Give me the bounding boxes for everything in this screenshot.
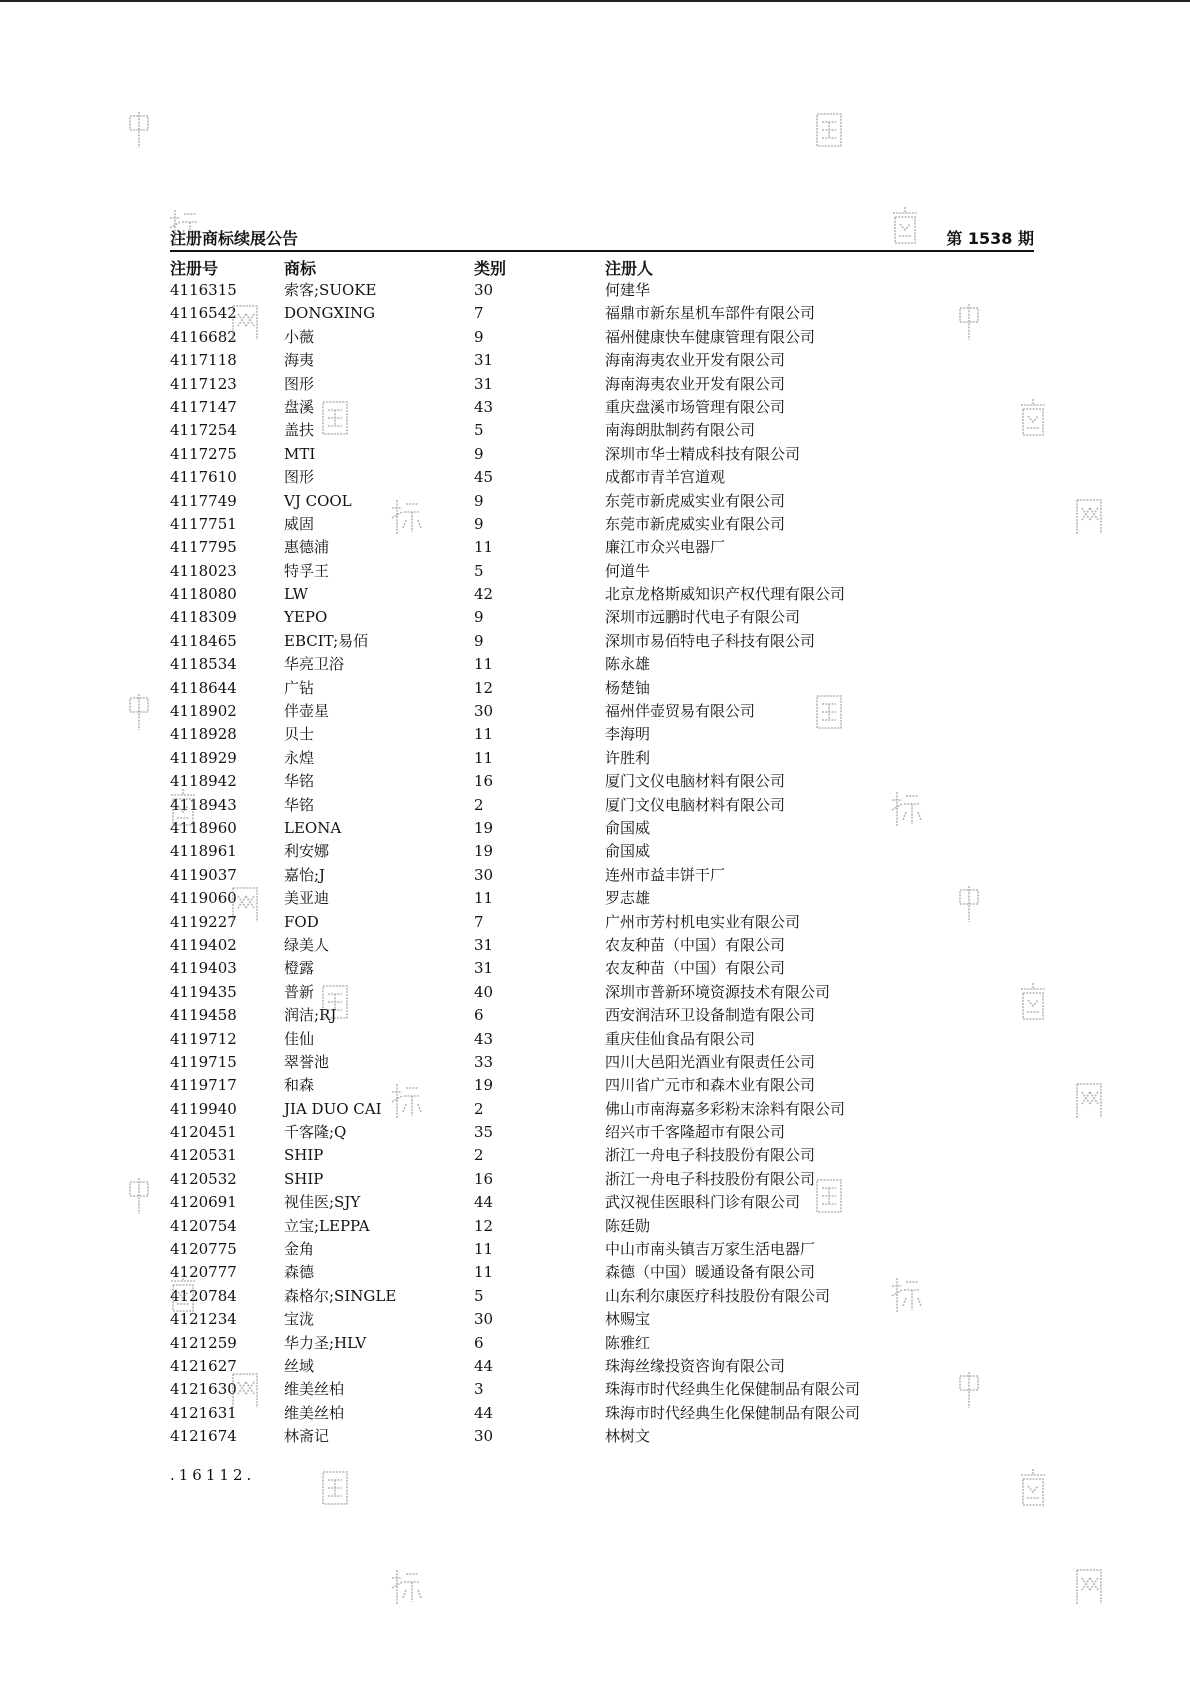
mark-cell: 林斋记 (284, 1427, 330, 1446)
mark-cell: 橙露 (284, 959, 315, 978)
class-cell: 11 (474, 1240, 494, 1259)
mark-cell: 视佳医;SJY (284, 1193, 361, 1212)
mark-cell: 翠誉池 (284, 1052, 330, 1071)
mark-cell: 华亮卫浴 (284, 655, 345, 674)
class-cell: 30 (474, 702, 494, 721)
table-row (170, 466, 1034, 489)
registrant-cell: 珠海市时代经典生化保健制品有限公司 (605, 1403, 861, 1422)
mark-cell: 润洁;RJ (284, 1006, 337, 1025)
table-row (170, 1121, 1034, 1144)
table-row (170, 1074, 1034, 1097)
class-cell: 16 (474, 1169, 494, 1188)
class-cell: 33 (474, 1052, 494, 1071)
registrant-cell: 重庆盘溪市场管理有限公司 (605, 397, 786, 416)
mark-cell: 佳仙 (284, 1029, 315, 1048)
mark-cell: 立宝;LEPPA (284, 1216, 370, 1235)
reg-no-cell: 4121234 (170, 1310, 237, 1329)
table-row (170, 1051, 1034, 1074)
reg-no-cell: 4119037 (170, 865, 237, 884)
class-cell: 9 (474, 444, 484, 463)
mark-cell: 绿美人 (284, 935, 330, 954)
class-cell: 2 (474, 1099, 484, 1118)
registrant-cell: 森德（中国）暖通设备有限公司 (605, 1263, 816, 1282)
registrant-cell: 林树文 (605, 1427, 651, 1446)
mark-cell: 盘溪 (284, 397, 315, 416)
mark-cell: 盖扶 (284, 421, 315, 440)
table-row (170, 302, 1034, 325)
registrant-cell: 福州健康快车健康管理有限公司 (605, 327, 816, 346)
class-cell: 11 (474, 725, 494, 744)
table-row (170, 1004, 1034, 1027)
class-cell: 5 (474, 421, 484, 440)
table-row (170, 1238, 1034, 1261)
class-cell: 11 (474, 748, 494, 767)
mark-cell: SHIP (284, 1169, 324, 1188)
table-row (170, 373, 1034, 396)
table-row (170, 490, 1034, 513)
registrant-cell: 连州市益丰饼干厂 (605, 865, 726, 884)
class-cell: 31 (474, 935, 494, 954)
reg-no-cell: 4118465 (170, 631, 237, 650)
table-row (170, 513, 1034, 536)
mark-cell: 普新 (284, 982, 315, 1001)
mark-cell: DONGXING (284, 304, 376, 323)
table-row (170, 1191, 1034, 1214)
registrant-cell: 福州伴壶贸易有限公司 (605, 702, 756, 721)
reg-no-cell: 4120777 (170, 1263, 237, 1282)
watermark-stamp-icon (1072, 494, 1106, 538)
watermark-stamp-icon (122, 690, 156, 734)
class-cell: 2 (474, 795, 484, 814)
class-cell: 12 (474, 678, 494, 697)
reg-no-cell: 4117751 (170, 514, 237, 533)
mark-cell: 森格尔;SINGLE (284, 1286, 397, 1305)
watermark-stamp-icon (122, 1174, 156, 1218)
registrant-cell: 深圳市华士精成科技有限公司 (605, 444, 801, 463)
watermark-stamp-icon (122, 108, 156, 152)
registrant-cell: 中山市南头镇吉万家生活电器厂 (605, 1240, 816, 1259)
table-row (170, 817, 1034, 840)
class-cell: 31 (474, 351, 494, 370)
mark-cell: 索客;SUOKE (284, 281, 377, 299)
class-cell: 16 (474, 772, 494, 791)
class-cell: 42 (474, 585, 494, 604)
column-header-reg-no: 注册号 (170, 259, 219, 278)
mark-cell: 华力圣;HLV (284, 1333, 367, 1352)
table-row (170, 1285, 1034, 1308)
registrant-cell: 西安润洁环卫设备制造有限公司 (605, 1006, 816, 1025)
page-title: 注册商标续展公告 (170, 229, 299, 248)
mark-cell: YEPO (284, 608, 328, 627)
reg-no-cell: 4121627 (170, 1356, 237, 1375)
registrant-cell: 东莞市新虎威实业有限公司 (605, 491, 786, 510)
registrant-cell: 浙江一舟电子科技股份有限公司 (605, 1169, 816, 1188)
registrant-cell: 陈廷勋 (605, 1216, 651, 1235)
watermark-stamp-icon (1072, 1564, 1106, 1608)
reg-no-cell: 4117254 (170, 421, 237, 440)
reg-no-cell: 4120691 (170, 1193, 237, 1212)
registrant-cell: 珠海丝缘投资咨询有限公司 (605, 1356, 786, 1375)
registrant-cell: 南海朗肽制药有限公司 (605, 421, 756, 440)
reg-no-cell: 4116682 (170, 327, 237, 346)
reg-no-cell: 4118929 (170, 748, 237, 767)
table-row (170, 583, 1034, 606)
class-cell: 44 (474, 1403, 494, 1422)
reg-no-cell: 4119402 (170, 935, 237, 954)
table-row (170, 1215, 1034, 1238)
table-row (170, 934, 1034, 957)
table-row (170, 1425, 1034, 1448)
class-cell: 30 (474, 281, 494, 299)
mark-cell: 丝域 (284, 1356, 315, 1375)
registrant-cell: 李海明 (605, 725, 651, 744)
mark-cell: 小薇 (284, 327, 315, 346)
table-row (170, 981, 1034, 1004)
class-cell: 2 (474, 1146, 484, 1165)
column-header-registrant: 注册人 (605, 259, 654, 278)
class-cell: 35 (474, 1123, 494, 1142)
class-cell: 19 (474, 1076, 494, 1095)
mark-cell: LEONA (284, 818, 342, 837)
class-cell: 12 (474, 1216, 494, 1235)
reg-no-cell: 4119940 (170, 1099, 237, 1118)
class-cell: 11 (474, 655, 494, 674)
page-number: .16112. (170, 1466, 256, 1484)
reg-no-cell: 4121674 (170, 1427, 237, 1446)
reg-no-cell: 4118080 (170, 585, 237, 604)
table-row (170, 1355, 1034, 1378)
class-cell: 19 (474, 818, 494, 837)
registrant-cell: 浙江一舟电子科技股份有限公司 (605, 1146, 816, 1165)
registrant-cell: 珠海市时代经典生化保健制品有限公司 (605, 1380, 861, 1399)
reg-no-cell: 4117610 (170, 468, 237, 487)
reg-no-cell: 4120775 (170, 1240, 237, 1259)
mark-cell: EBCIT;易佰 (284, 631, 369, 650)
table-row (170, 606, 1034, 629)
reg-no-cell: 4121630 (170, 1380, 237, 1399)
reg-no-cell: 4118023 (170, 561, 237, 580)
class-cell: 11 (474, 538, 494, 557)
table-row (170, 536, 1034, 559)
watermark-stamp-icon (1016, 1466, 1050, 1510)
registrant-cell: 四川大邑阳光酒业有限责任公司 (605, 1052, 816, 1071)
mark-cell: 威固 (284, 514, 315, 533)
class-cell: 30 (474, 1427, 494, 1446)
table-row (170, 911, 1034, 934)
registrant-cell: 俞国威 (605, 818, 651, 837)
mark-cell: 嘉怡;J (284, 865, 326, 884)
registrant-cell: 俞国威 (605, 842, 651, 861)
reg-no-cell: 4117118 (170, 351, 237, 370)
class-cell: 44 (474, 1193, 494, 1212)
class-cell: 9 (474, 491, 484, 510)
reg-no-cell: 4118644 (170, 678, 237, 697)
registrant-cell: 武汉视佳医眼科门诊有限公司 (605, 1193, 801, 1212)
table-row (170, 396, 1034, 419)
mark-cell: 美亚迪 (284, 889, 330, 908)
class-cell: 6 (474, 1333, 484, 1352)
class-cell: 19 (474, 842, 494, 861)
class-cell: 43 (474, 397, 494, 416)
class-cell: 45 (474, 468, 494, 487)
mark-cell: 千客隆;Q (284, 1123, 347, 1142)
watermark-stamp-icon (1072, 1078, 1106, 1122)
mark-cell: 维美丝柏 (284, 1380, 345, 1399)
mark-cell: 广钻 (284, 678, 315, 697)
top-border (0, 0, 1190, 2)
registrant-cell: 四川省广元市和森木业有限公司 (605, 1076, 816, 1095)
reg-no-cell: 4119403 (170, 959, 237, 978)
reg-no-cell: 4117123 (170, 374, 237, 393)
reg-no-cell: 4118942 (170, 772, 237, 791)
reg-no-cell: 4121259 (170, 1333, 237, 1352)
mark-cell: SHIP (284, 1146, 324, 1165)
table-row (170, 957, 1034, 980)
registrant-cell: 佛山市南海嘉多彩粉末涂料有限公司 (605, 1099, 846, 1118)
registrant-cell: 何建华 (605, 281, 651, 299)
registrant-cell: 罗志雄 (605, 889, 651, 908)
table-row (170, 1144, 1034, 1167)
table-row (170, 887, 1034, 910)
registrant-cell: 厦门文仪电脑材料有限公司 (605, 795, 786, 814)
reg-no-cell: 4119435 (170, 982, 237, 1001)
table-row (170, 443, 1034, 466)
table-row (170, 1028, 1034, 1051)
registrant-cell: 深圳市易佰特电子科技有限公司 (605, 631, 816, 650)
reg-no-cell: 4117275 (170, 444, 237, 463)
mark-cell: 维美丝柏 (284, 1403, 345, 1422)
page-header (170, 224, 1034, 252)
mark-cell: 特孚王 (284, 561, 330, 580)
reg-no-cell: 4116542 (170, 304, 237, 323)
class-cell: 6 (474, 1006, 484, 1025)
registrant-cell: 深圳市普新环境资源技术有限公司 (605, 982, 831, 1001)
reg-no-cell: 4118928 (170, 725, 237, 744)
mark-cell: MTI (284, 444, 316, 463)
reg-no-cell: 4118309 (170, 608, 237, 627)
registrant-cell: 福鼎市新东星机车部件有限公司 (605, 304, 816, 323)
class-cell: 30 (474, 1310, 494, 1329)
reg-no-cell: 4117795 (170, 538, 237, 557)
table-row (170, 677, 1034, 700)
class-cell: 7 (474, 912, 484, 931)
mark-cell: 图形 (284, 468, 315, 487)
registrant-cell: 东莞市新虎威实业有限公司 (605, 514, 786, 533)
mark-cell: 海夷 (284, 351, 315, 370)
reg-no-cell: 4120784 (170, 1286, 237, 1305)
table-row (170, 723, 1034, 746)
class-cell: 9 (474, 514, 484, 533)
registrant-cell: 农友种苗（中国）有限公司 (605, 935, 786, 954)
registrant-cell: 廉江市众兴电器厂 (605, 538, 726, 557)
mark-cell: 森德 (284, 1263, 315, 1282)
table-row (170, 700, 1034, 723)
mark-cell: 金角 (284, 1240, 315, 1259)
registrant-cell: 海南海夷农业开发有限公司 (605, 374, 786, 393)
table-row (170, 840, 1034, 863)
mark-cell: JIA DUO CAI (284, 1099, 382, 1118)
class-cell: 30 (474, 865, 494, 884)
mark-cell: 华铭 (284, 772, 315, 791)
reg-no-cell: 4118534 (170, 655, 237, 674)
table-row (170, 747, 1034, 770)
table-row (170, 560, 1034, 583)
reg-no-cell: 4120754 (170, 1216, 237, 1235)
table-row (170, 653, 1034, 676)
table-row (170, 1098, 1034, 1121)
mark-cell: 贝士 (284, 725, 315, 744)
table-row (170, 1308, 1034, 1331)
reg-no-cell: 4119227 (170, 912, 237, 931)
reg-no-cell: 4120531 (170, 1146, 237, 1165)
table-row (170, 349, 1034, 372)
class-cell: 11 (474, 889, 494, 908)
class-cell: 7 (474, 304, 484, 323)
registrant-cell: 成都市青羊宫道观 (605, 468, 726, 487)
mark-cell: 华铭 (284, 795, 315, 814)
reg-no-cell: 4118961 (170, 842, 237, 861)
table-row (170, 794, 1034, 817)
class-cell: 9 (474, 608, 484, 627)
watermark-stamp-icon (812, 108, 846, 152)
column-header-class: 类别 (474, 259, 507, 278)
registrant-cell: 林赐宝 (605, 1310, 651, 1329)
reg-no-cell: 4116315 (170, 281, 237, 299)
reg-no-cell: 4119060 (170, 889, 237, 908)
class-cell: 31 (474, 374, 494, 393)
trademark-table (170, 279, 1034, 1449)
registrant-cell: 农友种苗（中国）有限公司 (605, 959, 786, 978)
class-cell: 44 (474, 1356, 494, 1375)
mark-cell: 永煌 (284, 748, 315, 767)
table-row (170, 326, 1034, 349)
table-row (170, 630, 1034, 653)
class-cell: 5 (474, 1286, 484, 1305)
watermark-stamp-icon (318, 1466, 352, 1510)
class-cell: 5 (474, 561, 484, 580)
class-cell: 11 (474, 1263, 494, 1282)
reg-no-cell: 4118943 (170, 795, 237, 814)
mark-cell: LW (284, 585, 309, 604)
registrant-cell: 山东利尔康医疗科技股份有限公司 (605, 1286, 831, 1305)
registrant-cell: 海南海夷农业开发有限公司 (605, 351, 786, 370)
table-row (170, 1332, 1034, 1355)
class-cell: 31 (474, 959, 494, 978)
reg-no-cell: 4121631 (170, 1403, 237, 1422)
reg-no-cell: 4120532 (170, 1169, 237, 1188)
class-cell: 9 (474, 631, 484, 650)
mark-cell: 宝泷 (284, 1310, 315, 1329)
reg-no-cell: 4119715 (170, 1052, 237, 1071)
registrant-cell: 绍兴市千客隆超市有限公司 (605, 1123, 786, 1142)
reg-no-cell: 4118902 (170, 702, 237, 721)
table-row (170, 1261, 1034, 1284)
registrant-cell: 陈永雄 (605, 655, 651, 674)
table-row (170, 770, 1034, 793)
registrant-cell: 厦门文仪电脑材料有限公司 (605, 772, 786, 791)
mark-cell: 图形 (284, 374, 315, 393)
class-cell: 9 (474, 327, 484, 346)
registrant-cell: 杨楚铀 (605, 678, 651, 697)
mark-cell: 和森 (284, 1076, 315, 1095)
mark-cell: FOD (284, 912, 319, 931)
mark-cell: 惠德浦 (284, 538, 330, 557)
registrant-cell: 重庆佳仙食品有限公司 (605, 1029, 756, 1048)
class-cell: 43 (474, 1029, 494, 1048)
table-row (170, 279, 1034, 302)
reg-no-cell: 4118960 (170, 818, 237, 837)
mark-cell: 伴壶星 (284, 702, 330, 721)
registrant-cell: 深圳市远鹏时代电子有限公司 (605, 608, 801, 627)
table-row (170, 864, 1034, 887)
table-row (170, 1402, 1034, 1425)
reg-no-cell: 4119458 (170, 1006, 237, 1025)
table-row (170, 1168, 1034, 1191)
watermark-stamp-icon (388, 1564, 422, 1608)
mark-cell: VJ COOL (284, 491, 352, 510)
class-cell: 3 (474, 1380, 484, 1399)
mark-cell: 利安娜 (284, 842, 330, 861)
registrant-cell: 许胜利 (605, 748, 651, 767)
reg-no-cell: 4117749 (170, 491, 237, 510)
reg-no-cell: 4117147 (170, 397, 237, 416)
table-row (170, 419, 1034, 442)
table-row (170, 1378, 1034, 1401)
reg-no-cell: 4120451 (170, 1123, 237, 1142)
reg-no-cell: 4119717 (170, 1076, 237, 1095)
registrant-cell: 何道牛 (605, 561, 651, 580)
class-cell: 40 (474, 982, 494, 1001)
registrant-cell: 陈雅红 (605, 1333, 651, 1352)
issue-number: 第 1538 期 (946, 229, 1034, 248)
column-header-mark: 商标 (284, 259, 317, 278)
registrant-cell: 北京龙格斯威知识产权代理有限公司 (605, 585, 846, 604)
reg-no-cell: 4119712 (170, 1029, 237, 1048)
registrant-cell: 广州市芳村机电实业有限公司 (605, 912, 801, 931)
